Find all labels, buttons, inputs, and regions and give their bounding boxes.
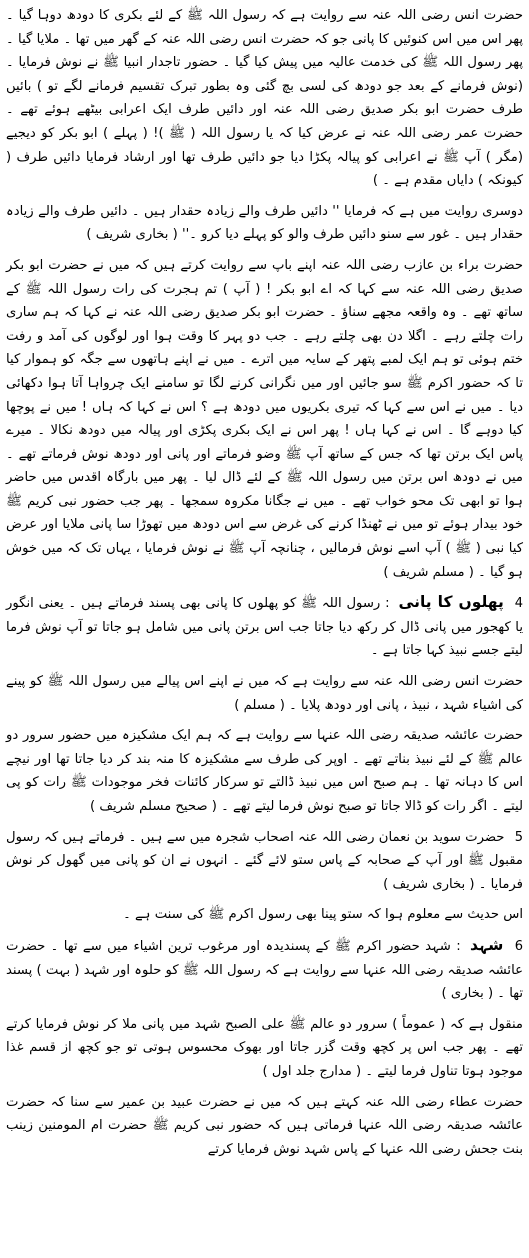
section-text: حضرت سوید بن نعمان رضی اللہ عنہ اصحاب شجرہ میں سے ہیں ۔ فرماتے ہیں کہ رسول مقبول ﷺ اور آپ کے صحابہ کے پاس ستو لائے گئے ۔ انہوں نے ان کو پانی میں گھول کر نوش فرمایا ۔ ( بخاری شریف ): [6, 829, 523, 892]
section-number: 4: [514, 596, 523, 612]
paragraph-bara-hijrah: حضرت براء بن عازب رضی اللہ عنہ اپنے باپ سے روایت کرتے ہیں کہ میں نے حضرت ابو بکر صدیق رضی اللہ عنہ سے کہا کہ اے ابو بکر ! ( آپ ) تم ہجرت کی رات رسول اللہ ﷺ کے ساتھ تھے ۔ وہ واقعہ مجھے سناؤ ۔ حضرت ابو بکر صدیق رضی اللہ عنہ نے کہا کہ ہم ساری رات چلتے رہے ۔ اگلا دن بھی چلتے رہے ۔ جب دو پہر کا وقت ہوا اور لوگوں کی آمد و رفت ختم ہوئی تو ہم ایک لمبے پتھر کے سایہ میں اترے ۔ میں نے اپنے ہاتھوں سے جگہ کو ہموار کیا تا کہ حضور اکرم ﷺ سو جائیں اور میں نگرانی کرنے لگا تو سامنے ایک چرواہا آتا ہوا دکھائی دیا ۔ میں نے اس سے کہا کہ تیری بکریوں میں دودھ ہے ؟ اس نے کہا کہ ہاں ! میں نے پوچھا کیا دوہے گا ۔ اس نے کہا ہاں ! پھر اس نے ایک بکری پکڑی اور پیالہ میں دودھ نکالا ۔ میرے پاس ایک برتن تھا کہ جس کے ساتھ آپ ﷺ وضو فرماتے اور پانی اور دودھ نوش فرماتے تھے ۔ میں نے دودھ اس برتن میں رسول اللہ ﷺ کے لئے ڈال لیا ۔ پھر میں بارگاہ اقدس میں حاضر ہوا تو ابھی تک محو خواب تھے ۔ میں نے جگانا مکروہ سمجھا ۔ پھر جب حضور نبی کریم ﷺ خود بیدار ہوئے تو میں نے ٹھنڈا کرنے کی غرض سے اس دودھ میں تھوڑا سا پانی ملایا اور عرض کیا نبی ( ﷺ ) آپ اسے نوش فرمالیں ، چنانچہ آپ ﷺ نے نوش فرمایا ، یہاں تک کہ میں خوش ہو گیا ۔ ( مسلم شریف ): [6, 257, 523, 580]
section-number: 5: [514, 829, 523, 845]
section-heading: شہد: [470, 935, 504, 954]
paragraph-ata-zainab: حضرت عطاء رضی اللہ عنہ کہتے ہیں کہ میں نے حضرت عبید بن عمیر سے سنا کہ حضرت عائشہ صدیقہ رضی اللہ عنہا فرماتی ہیں کہ حضور نبی کریم ﷺ حضرت ام المومنین زینب بنت جحش رضی اللہ عنہا کے پاس شہد نوش فرمایا کرتے: [6, 1094, 523, 1157]
section-number: 6: [514, 938, 523, 954]
section-text: : شہد حضور اکرم ﷺ کے پسندیدہ اور مرغوب ترین اشیاء میں سے تھا ۔ حضرت عائشہ صدیقہ رضی اللہ عنہا سے روایت ہے کہ رسول اللہ ﷺ کو حلوہ اور شہد ( بہت ) پسند تھا ۔ ( بخاری ): [6, 938, 523, 1002]
section-heading: پھلوں کا پانی: [398, 593, 504, 612]
section-text: : رسول اللہ ﷺ کو پھلوں کا پانی بھی پسند فرماتے ہیں ۔ یعنی انگور یا کھجور میں پانی ڈال کر رکھ دیا جاتا جب اس برتن پانی میں شامل ہو جاتا تو آپ نوش فرما لیتے جسے نبیذ کہا جاتا ہے ۔: [6, 596, 523, 659]
section-suwaid-sattu: [6, 826, 523, 897]
paragraph-anas-cup: حضرت انس رضی اللہ عنہ سے روایت ہے کہ میں نے اپنے اس پیالے میں رسول اللہ ﷺ کو پینے کی اشیاء شہد ، نبیذ ، پانی اور دودھ پلایا ۔ ( مسلم ): [6, 674, 523, 713]
section-fruit-water: [6, 591, 523, 663]
paragraph-right-side: دوسری روایت میں ہے کہ فرمایا '' دائیں طرف والے زیادہ حقدار ہیں ۔ دائیں طرف والے زیادہ حقدار ہیں ۔ غور سے سنو دائیں طرف والو کو پہلے دیا کرو ۔'' ( بخاری شریف ): [6, 203, 523, 243]
section-honey: [6, 934, 523, 1006]
paragraph-aisha-nabeez: حضرت عائشہ صدیقہ رضی اللہ عنہا سے روایت ہے کہ ہم ایک مشکیزہ میں حضور سرور دو عالم ﷺ کے لئے نبیذ بناتے تھے ۔ اوپر کی طرف سے مشکیزہ کا منہ بند کر دیا جاتا تھا اور نیچے اس کا دہانہ تھا ۔ ہم صبح اس میں نبیذ ڈالتے تو سرکار کائنات فخر موجودات ﷺ رات کو پی لیتے ۔ اگر رات کو ڈالا جاتا تو صبح نوش فرما لیتے تھے ۔ ( صحیح مسلم شریف ): [6, 728, 523, 814]
paragraph-sattu-sunnah: اس حدیث سے معلوم ہوا کہ ستو پینا بھی رسول اکرم ﷺ کی سنت ہے ۔: [123, 907, 523, 923]
paragraph-honey-morning: منقول ہے کہ ( عموماً ) سرور دو عالم ﷺ علی الصبح شہد میں پانی ملا کر نوش فرمایا کرتے تھے ۔ پھر جب اس پر کچھ وقت گزر جاتا اور بھوک محسوس ہوتی تو جو کچھ از قسم غذا موجود ہوتا تناول فرما لیتے ۔ ( مدارج جلد اول ): [6, 1016, 523, 1079]
paragraph-anas-milk: حضرت انس رضی اللہ عنہ سے روایت ہے کہ رسول اللہ ﷺ کے لئے بکری کا دودھ دوہا گیا ۔ پھر اس میں اس کنوئیں کا پانی جو کہ حضرت انس رضی اللہ عنہ کے گھر میں تھا ۔ ملایا گیا ۔ پھر رسول اللہ ﷺ کی خدمت عالیہ میں پیش کیا گیا ۔ حضور تاجدار انبیا ﷺ نے نوش فرمایا ۔ (نوش فرمانے کے بعد جو دودھ کی لسی بچ گئی وہ بطور تبرک تقسیم فرمانے لگے تو ) بائیں طرف حضرت ابو بکر صدیق رضی اللہ عنہ اور دائیں طرف ایک اعرابی بیٹھے ہوئے تھے ۔ حضرت عمر رضی اللہ عنہ نے عرض کیا کہ یا رسول اللہ ( ﷺ )! ( پہلے ) ابو بکر کو دیجیے (مگر ) آپ ﷺ نے اعرابی کو پیالہ پکڑا دیا جو دائیں طرف تھا اور ارشاد فرمایا دائیں طرف ( کیونکہ ) دایاں مقدم ہے ۔ ): [6, 8, 523, 189]
